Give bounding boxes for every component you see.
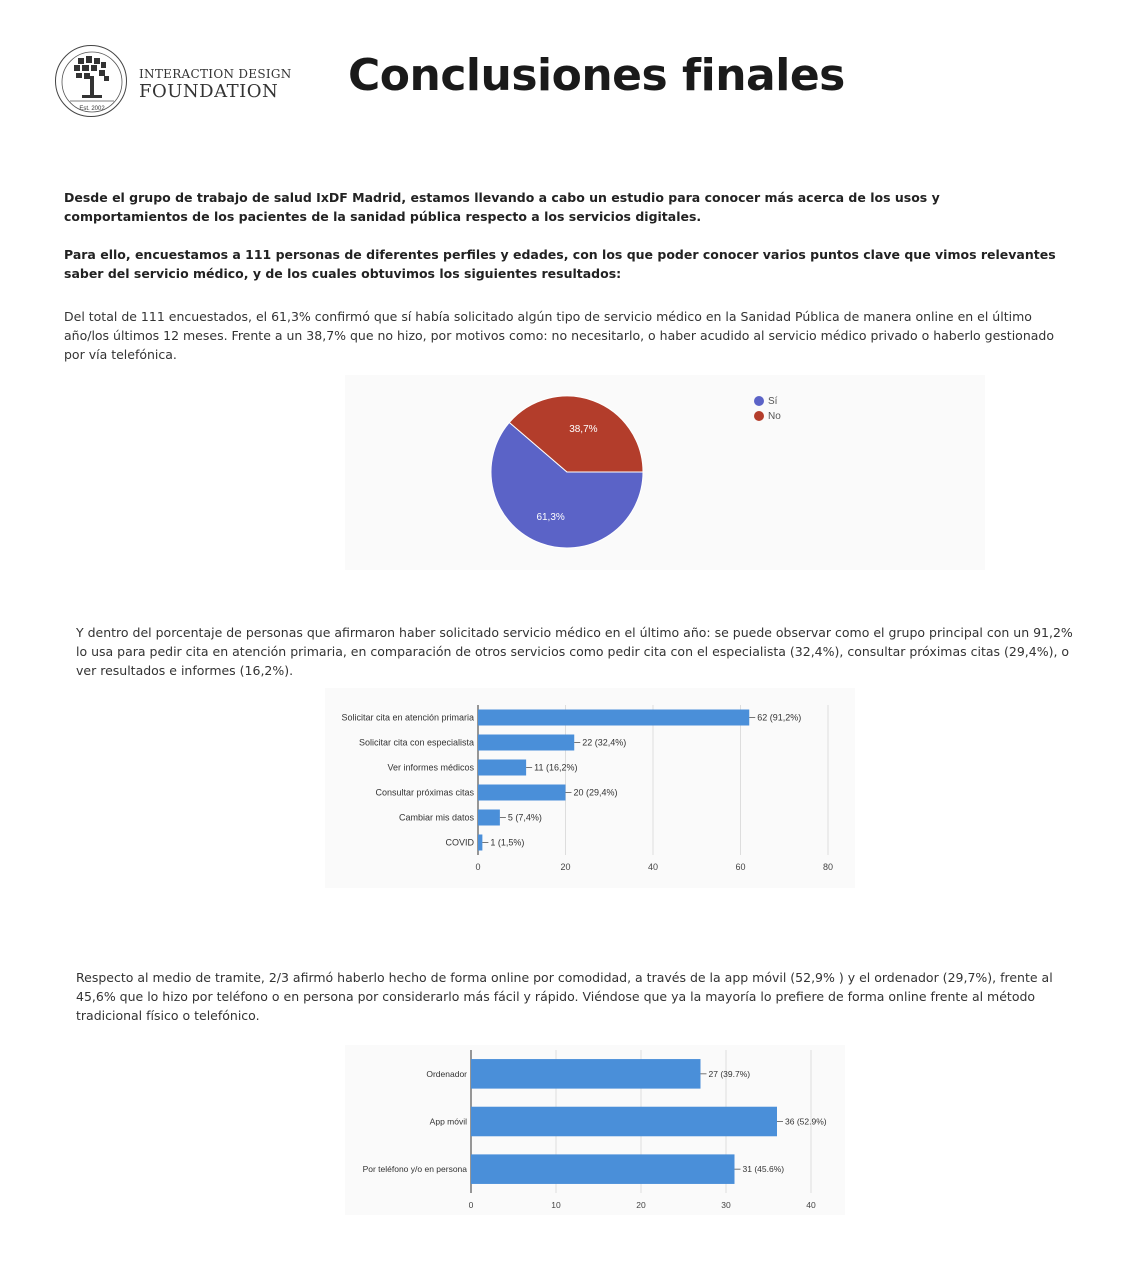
logo-line2: FOUNDATION bbox=[139, 81, 279, 102]
intro-paragraph-1: Desde el grupo de trabajo de salud IxDF Madrid, estamos llevando a cabo un estudio para conocer más acerca de los usos y comportamientos de los pacientes de la sanidad pública respecto a los servicios digitales. bbox=[64, 190, 940, 224]
category-label: Solicitar cita con especialista bbox=[358, 737, 474, 748]
bar bbox=[471, 1059, 701, 1089]
logo-emblem bbox=[55, 45, 127, 117]
x-tick-label: 0 bbox=[475, 862, 481, 872]
data-label: 5 (7,4%) bbox=[507, 812, 542, 823]
bar bbox=[478, 710, 749, 726]
x-tick-label: 10 bbox=[551, 1200, 561, 1210]
x-tick-label: 80 bbox=[822, 862, 834, 872]
intro-paragraph-2: Para ello, encuestamos a 111 personas de diferentes perfiles y edades, con los que poder conocer varios puntos clave que vimos relevantes saber del servicio médico, y de los cuales obtuvimos los siguientes resultados: bbox=[64, 247, 1056, 281]
logo-est: Est. 2002 bbox=[79, 106, 105, 112]
bar bbox=[471, 1107, 777, 1137]
category-label: Ordenador bbox=[426, 1068, 467, 1079]
x-tick-label: 20 bbox=[636, 1200, 646, 1210]
x-tick-label: 40 bbox=[806, 1200, 816, 1210]
legend-label-0: Sí bbox=[768, 396, 778, 407]
legend-label-1: No bbox=[768, 411, 781, 422]
logo-line1: INTERACTION DESIGN bbox=[139, 67, 292, 81]
category-label: COVID bbox=[445, 837, 474, 848]
data-label: 27 (39.7%) bbox=[708, 1068, 751, 1079]
x-tick-label: 20 bbox=[560, 862, 571, 872]
x-tick-label: 30 bbox=[721, 1200, 731, 1210]
page-title: Conclusiones finales bbox=[348, 50, 845, 101]
pie-background bbox=[345, 375, 985, 570]
data-label: 31 (45.6%) bbox=[742, 1164, 785, 1175]
ixdf-logo bbox=[55, 45, 292, 120]
legend-swatch-0 bbox=[754, 396, 764, 406]
legend-swatch-1 bbox=[754, 411, 764, 421]
bar bbox=[478, 810, 500, 826]
bar bbox=[478, 760, 526, 776]
data-label: 62 (91,2%) bbox=[757, 712, 802, 723]
category-label: Ver informes médicos bbox=[387, 762, 474, 773]
bar bbox=[471, 1154, 735, 1184]
x-tick-label: 60 bbox=[735, 862, 746, 872]
section3-paragraph: Respecto al medio de tramite, 2/3 afirmó haberlo hecho de forma online por comodidad, a través de la app móvil (52,9% ) y el ordenador (29,7%), frente al 45,6% que lo hizo por teléfono o en persona por considerarlo más fácil y rápido. Viéndose que ya la mayoría lo prefiere de forma online frente al método tradicional físico o telefónico. bbox=[76, 970, 1053, 1023]
bar bbox=[478, 835, 482, 851]
x-tick-label: 0 bbox=[468, 1200, 474, 1210]
section2-paragraph: Y dentro del porcentaje de personas que afirmaron haber solicitado servicio médico en el último año: se puede observar como el grupo principal con un 91,2% lo usa para pedir cita en atención primaria, en comparación de otros servicios como pedir cita con el especialista (32,4%), consultar próximas citas (29,4%), o ver resultados e informes (16,2%). bbox=[76, 625, 1073, 678]
services-bar-chart bbox=[325, 688, 855, 888]
bar bbox=[478, 785, 566, 801]
category-label: Por teléfono y/o en persona bbox=[362, 1164, 467, 1175]
category-label: Solicitar cita en atención primaria bbox=[341, 712, 474, 723]
data-label: 36 (52.9%) bbox=[785, 1116, 827, 1127]
bar bbox=[478, 735, 574, 751]
pie-slice-label-0: 61,3% bbox=[536, 512, 565, 524]
data-label: 1 (1,5%) bbox=[490, 837, 525, 848]
tree-icon bbox=[56, 46, 128, 118]
category-label: Cambiar mis datos bbox=[398, 812, 474, 823]
pie-slice-label-1: 38,7% bbox=[569, 423, 598, 435]
section1-paragraph: Del total de 111 encuestados, el 61,3% confirmó que sí había solicitado algún tipo de servicio médico en la Sanidad Pública de manera online en el último año/los últimos 12 meses. Frente a un 38,7% que no hizo, por motivos como: no necesitarlo, o haber acudido al servicio médico privado o haberlo gestionado por vía telefónica. bbox=[64, 309, 1054, 362]
pie-chart bbox=[345, 375, 985, 570]
category-label: App móvil bbox=[429, 1116, 467, 1127]
channel-bar-chart bbox=[345, 1045, 845, 1215]
data-label: 20 (29,4%) bbox=[573, 787, 618, 798]
category-label: Consultar próximas citas bbox=[375, 787, 474, 798]
data-label: 22 (32,4%) bbox=[582, 737, 627, 748]
data-label: 11 (16,2%) bbox=[534, 762, 578, 773]
x-tick-label: 40 bbox=[647, 862, 659, 872]
